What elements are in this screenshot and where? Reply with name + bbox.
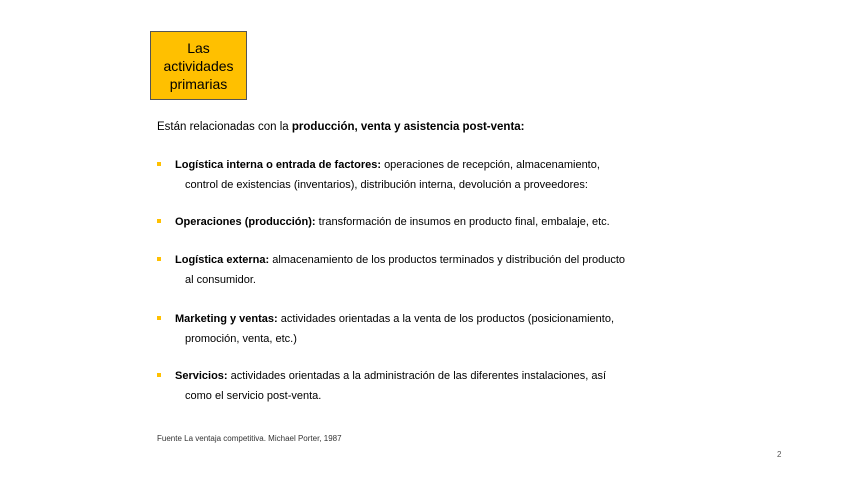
slide-title: Las actividades primarias	[163, 39, 234, 92]
list-item-text: operaciones de recepción, almacenamiento,	[384, 159, 600, 171]
title-box	[150, 31, 247, 100]
intro-prefix: Están relacionadas con la	[157, 121, 292, 133]
list-item-text: actividades orientadas a la administración de las diferentes instalaciones, así	[230, 370, 607, 382]
list-item-text: transformación de insumos en producto final, embalaje, etc.	[318, 216, 610, 228]
list-item-heading: Marketing y ventas:	[175, 313, 281, 325]
list-item-line2: como el servicio post-venta.	[185, 390, 322, 402]
list-item-line2: al consumidor.	[185, 274, 256, 286]
list-item-line1	[175, 155, 600, 175]
list-item-line1	[175, 250, 625, 270]
bullet-icon	[157, 219, 161, 223]
intro-text	[157, 121, 525, 133]
list-item-text: actividades orientadas a la venta de los productos (posicionamiento,	[280, 313, 615, 325]
list-item-heading: Logística interna o entrada de factores:	[175, 159, 385, 171]
bullet-icon	[157, 373, 161, 377]
list-item-heading: Servicios:	[175, 370, 231, 382]
list-item-line2: control de existencias (inventarios), distribución interna, devolución a proveedores:	[185, 179, 588, 191]
list-item-line1	[175, 309, 614, 329]
bullet-icon	[157, 162, 161, 166]
bullet-icon	[157, 316, 161, 320]
source-citation: Fuente La ventaja competitiva. Michael Porter, 1987	[157, 434, 342, 443]
list-item-line1	[175, 212, 610, 232]
list-item-heading: Operaciones (producción):	[175, 216, 319, 228]
list-item-line2: promoción, venta, etc.)	[185, 333, 297, 345]
list-item-heading: Logística externa:	[175, 254, 273, 266]
list-item-text: almacenamiento de los productos terminados y distribución del producto	[272, 254, 626, 266]
list-item-line1	[175, 366, 606, 386]
intro-bold: producción, venta y asistencia post-venta:	[291, 121, 525, 133]
page-number: 2	[777, 450, 782, 459]
bullet-icon	[157, 257, 161, 261]
